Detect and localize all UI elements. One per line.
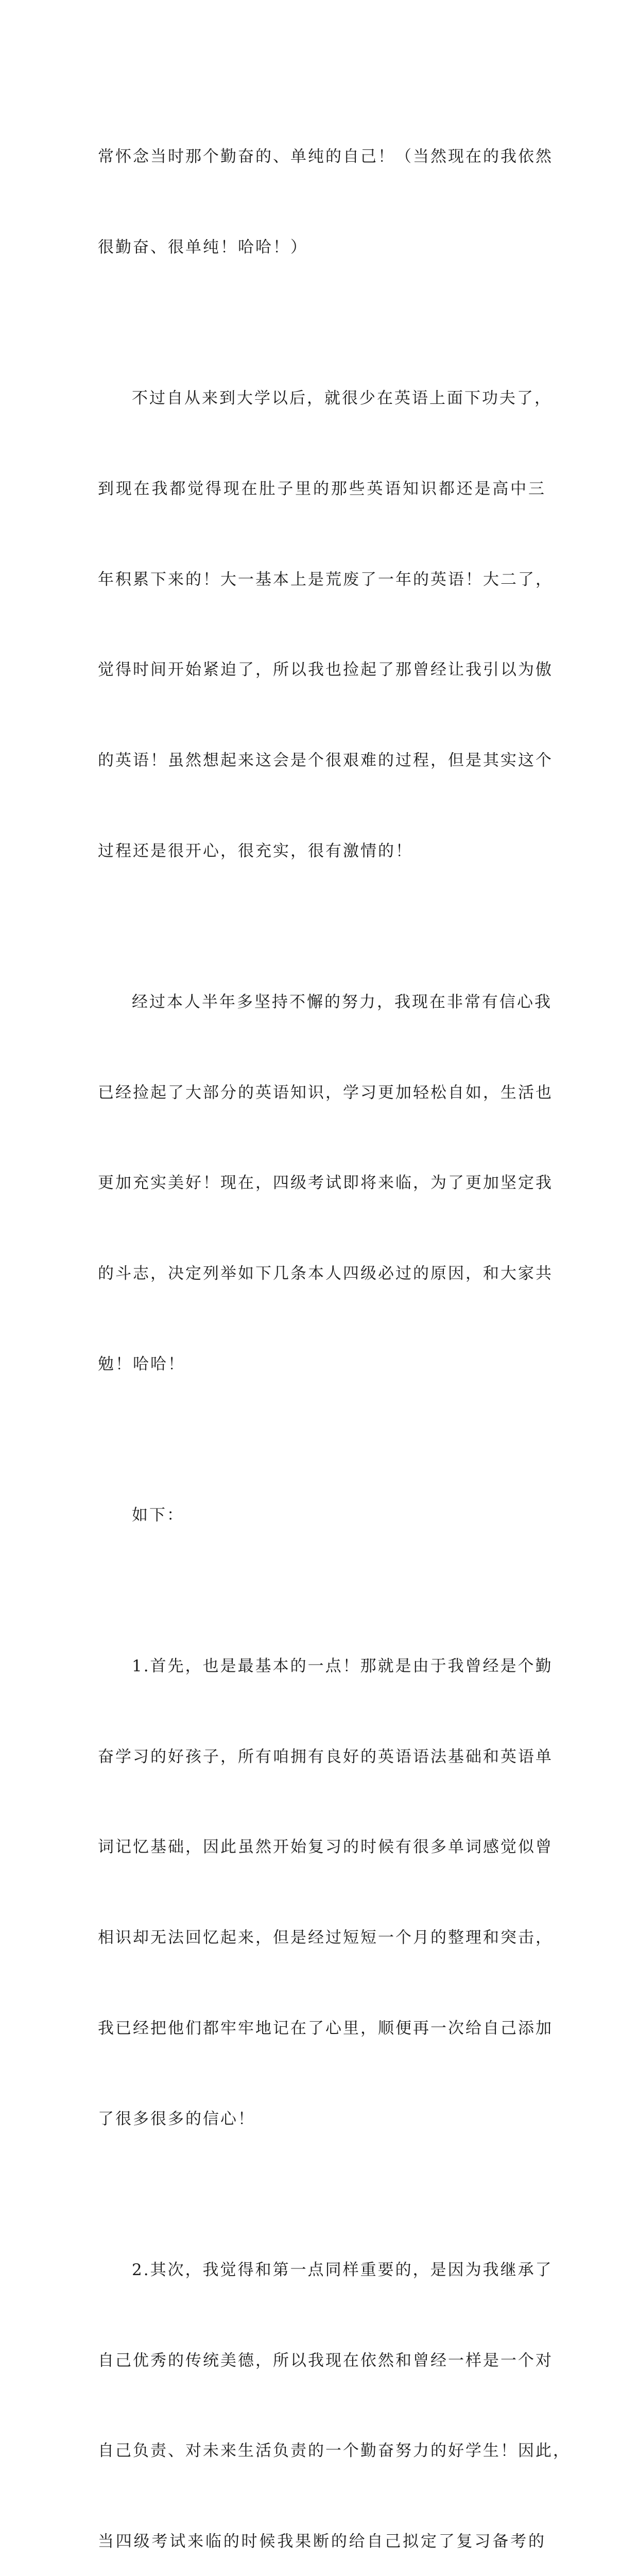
text-line: 的斗志，决定列举如下几条本人四级必过的原因，和大家共 <box>98 1264 553 1283</box>
text-line: 1.首先，也是最基本的一点！那就是由于我曾经是个勤 <box>132 1656 553 1675</box>
text-line: 已经捡起了大部分的英语知识，学习更加轻松自如，生活也 <box>98 1083 553 1102</box>
text-line: 词记忆基础，因此虽然开始复习的时候有很多单词感觉似曾 <box>98 1838 553 1857</box>
text-line: 自己优秀的传统美德，所以我现在依然和曾经一样是一个对 <box>98 2351 553 2370</box>
paragraph <box>98 1591 553 2195</box>
text-line: 很勤奋、很单纯！哈哈！） <box>98 238 308 257</box>
text-line: 了很多很多的信心！ <box>98 2109 255 2128</box>
text-line: 如下： <box>132 1505 184 1524</box>
text-line: 相识却无法回忆起来，但是经过短短一个月的整理和突击， <box>98 1928 553 1947</box>
paragraph <box>98 1440 546 1591</box>
text-line: 当四级考试来临的时候我果断的给自己拟定了复习备考的 <box>98 2532 546 2551</box>
paragraph <box>98 323 553 927</box>
text-line: 年积累下来的！大一基本上是荒废了一年的英语！大二了， <box>98 570 553 589</box>
paragraph <box>98 2195 571 2576</box>
text-line: 觉得时间开始紧迫了，所以我也捡起了那曾经让我引以为傲 <box>98 660 553 680</box>
text-line: 常怀念当时那个勤奋的、单纯的自己！（当然现在的我依然 <box>98 147 553 166</box>
text-line: 不过自从来到大学以后，就很少在英语上面下功夫了， <box>132 388 552 408</box>
text-line: 到现在我都觉得现在肚子里的那些英语知识都还是高中三 <box>98 479 546 498</box>
text-line: 经过本人半年多坚持不懈的努力，我现在非常有信心我 <box>132 992 552 1011</box>
text-line: 奋学习的好孩子，所有咱拥有良好的英语语法基础和英语单 <box>98 1747 553 1766</box>
paragraph <box>98 81 553 323</box>
paragraph <box>98 927 553 1440</box>
text-line: 我已经把他们都牢牢地记在了心里，顺便再一次给自己添加 <box>98 2019 553 2038</box>
text-line: 的英语！虽然想起来这会是个很艰难的过程，但是其实这个 <box>98 751 553 770</box>
text-line: 2.其次，我觉得和第一点同样重要的，是因为我继承了 <box>132 2260 553 2279</box>
text-line: 自己负责、对未来生活负责的一个勤奋努力的好学生！因此， <box>98 2442 571 2461</box>
text-line: 勉！哈哈！ <box>98 1354 185 1374</box>
text-line: 更加充实美好！现在，四级考试即将来临，为了更加坚定我 <box>98 1174 553 1193</box>
text-line: 过程还是很开心，很充实，很有激情的！ <box>98 841 413 860</box>
body-text <box>98 81 571 2576</box>
